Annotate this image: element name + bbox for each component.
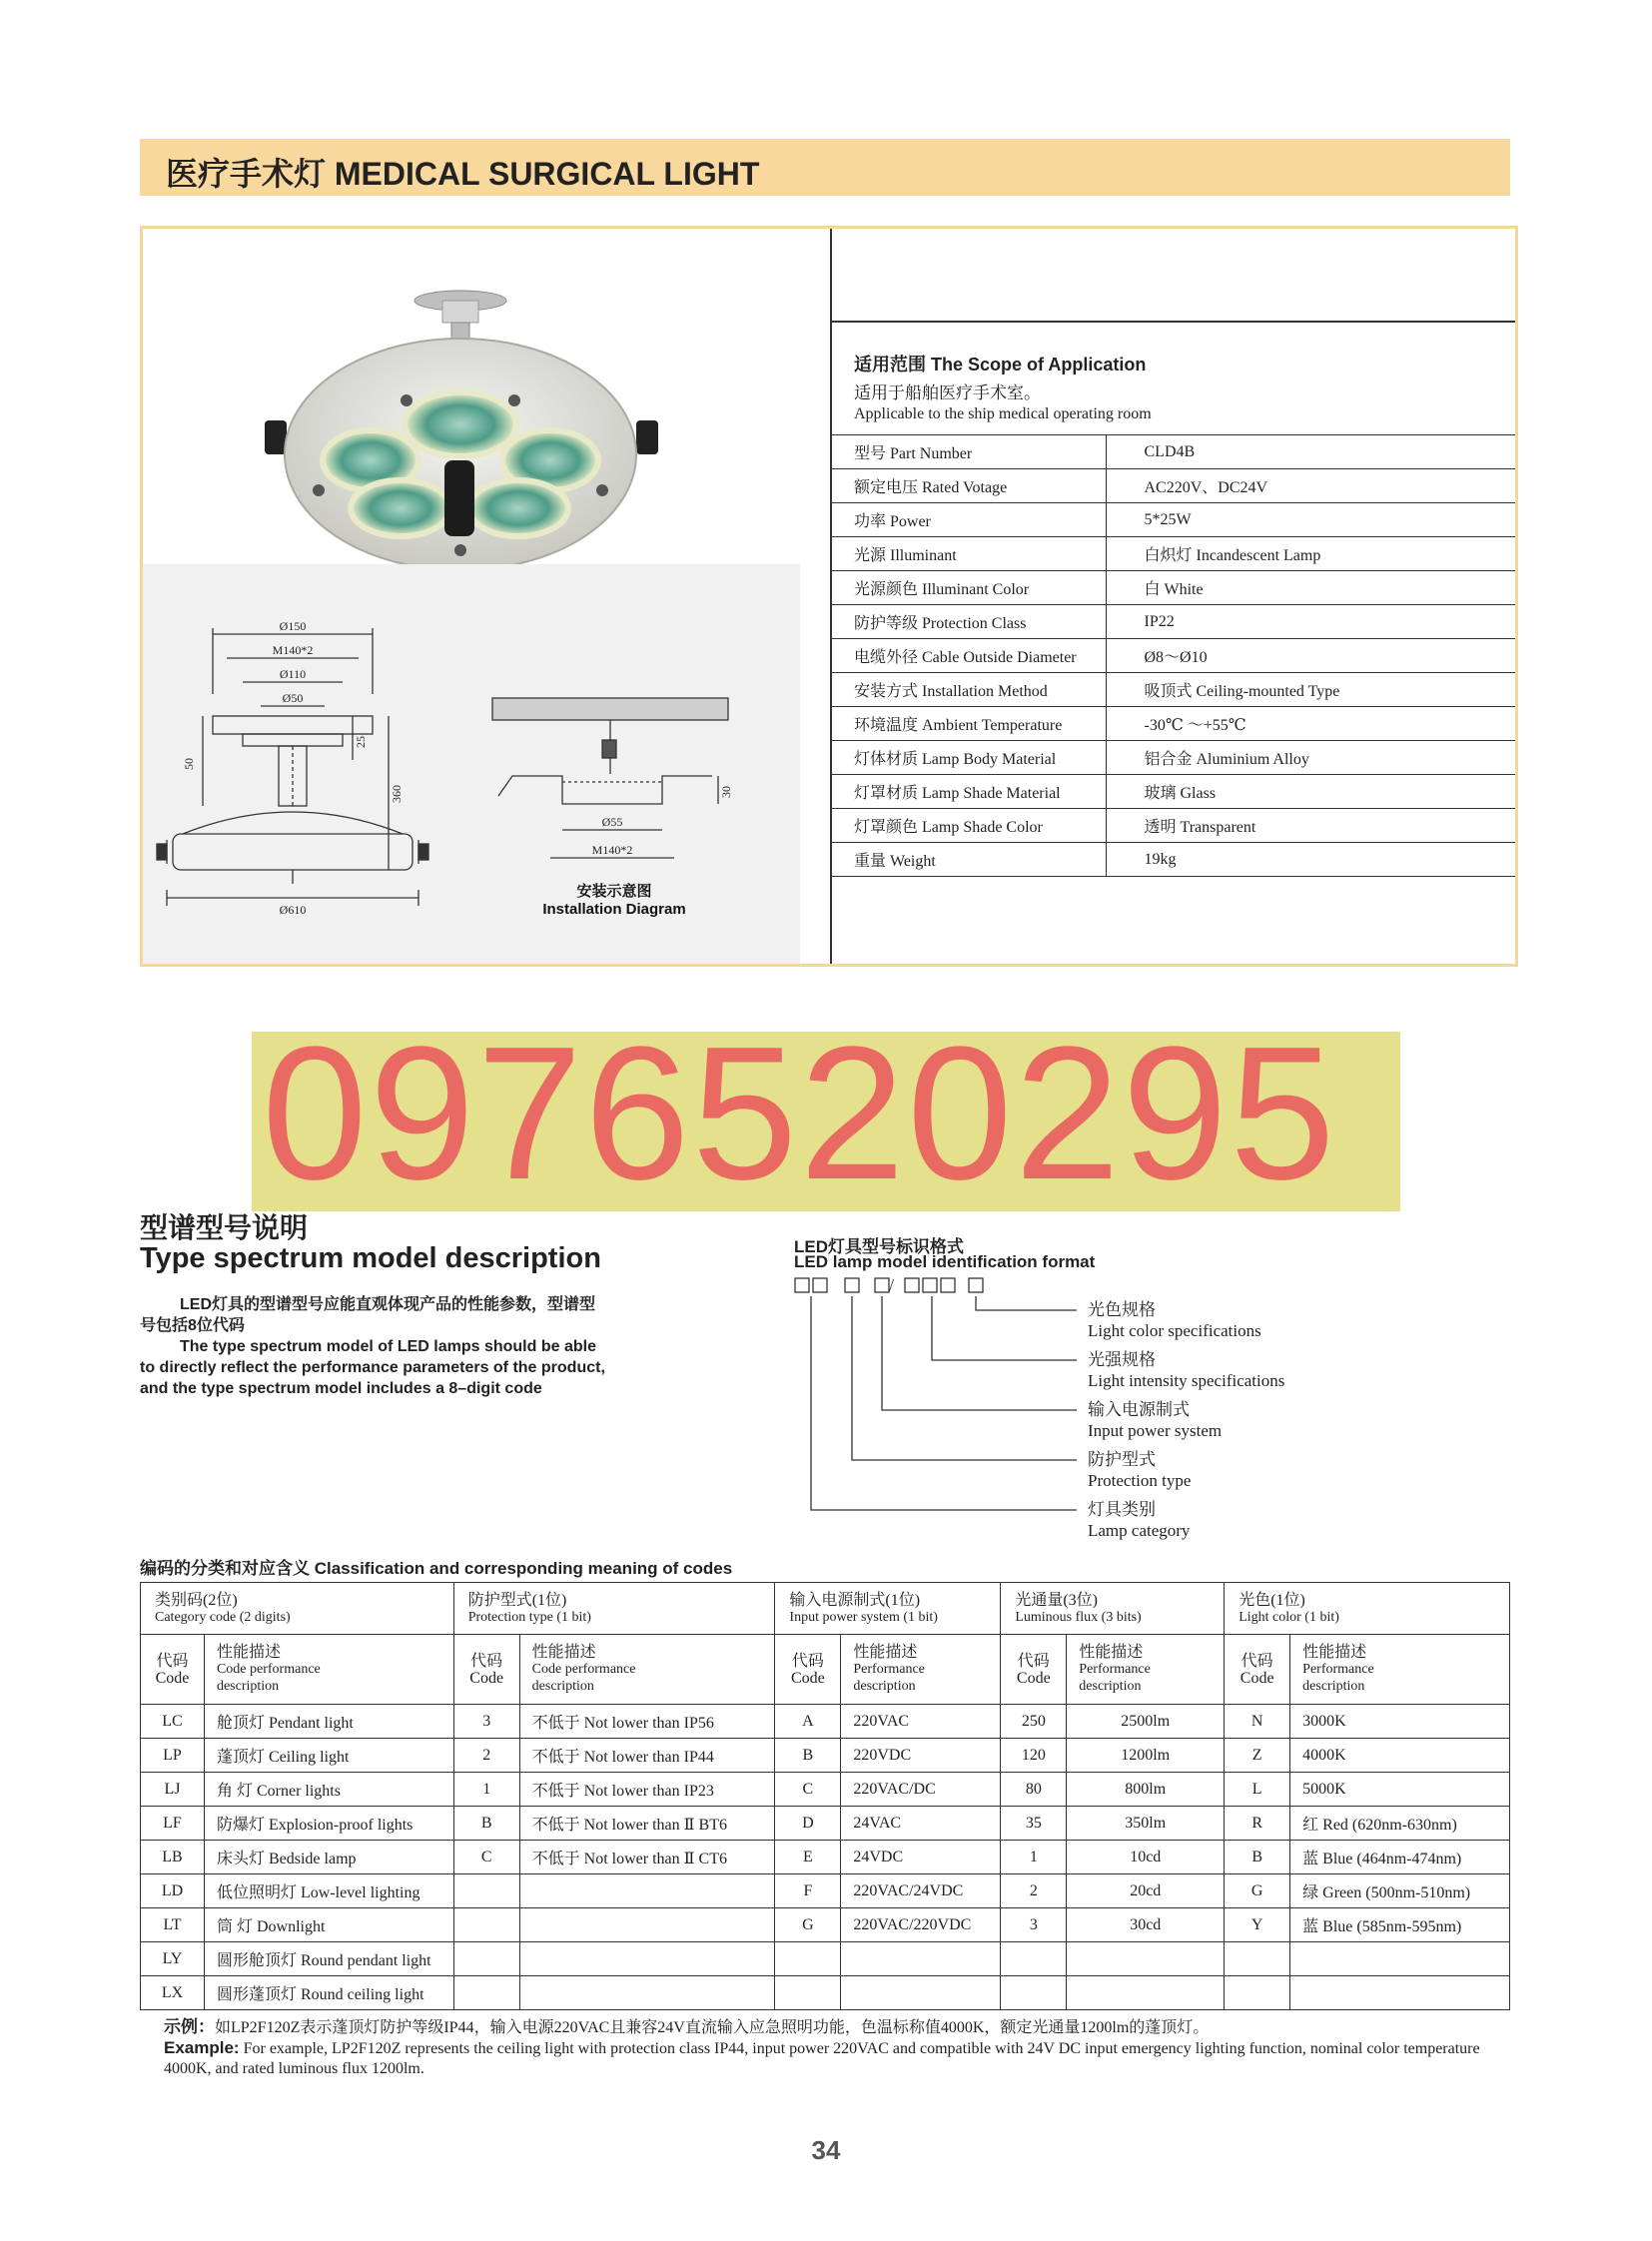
example-text-cn: 如LP2F120Z表示蓬顶灯防护等级IP44，输入电源220VAC且兼容24V直流输入应急照明功能，色温标称值4000K，额定光通量1200lm的蓬顶灯。 [215,2019,1210,2036]
category-code: LF [141,1807,205,1841]
spec-label: 型号 Part Number [832,435,1106,469]
spec-row [832,809,1515,843]
format-item-input-power: 输入电源制式 Input power system [1088,1400,1223,1440]
spec-value: 19kg [1106,843,1515,877]
category-desc: 筒 灯 Downlight [204,1908,453,1942]
color-code [1225,1976,1290,2010]
spec-value: 吸顶式 Ceiling-mounted Type [1106,673,1515,707]
table-row [141,1942,1510,1976]
sub-perf: 性能描述 Performance description [1290,1635,1510,1705]
type-spectrum-title-en: Type spectrum model description [140,1242,601,1274]
category-desc: 舱顶灯 Pendant light [204,1705,453,1739]
flux-desc: 10cd [1067,1841,1225,1874]
sub-perf: 性能描述 Performance description [841,1635,1001,1705]
color-desc: 红 Red (620nm-630nm) [1290,1807,1510,1841]
format-item-light-intensity: 光强规格 Light intensity specifications [1088,1350,1285,1390]
category-desc: 低位照明灯 Low-level lighting [204,1874,453,1908]
spec-row [832,775,1515,809]
power-code: E [775,1841,841,1874]
table-row [141,1773,1510,1807]
power-code: C [775,1773,841,1807]
sub-code: 代码 Code [1001,1635,1067,1705]
table-row [141,1874,1510,1908]
spec-label: 光源颜色 Illuminant Color [832,571,1106,605]
code-box-7 [941,1278,955,1292]
color-desc: 蓝 Blue (585nm-595nm) [1290,1908,1510,1942]
spec-row [832,605,1515,639]
classification-title: 编码的分类和对应含义 Classification and corresponding meaning of codes [140,1559,733,1578]
table-row [141,1705,1510,1739]
color-code [1225,1942,1290,1976]
format-item-lamp-category: 灯具类别 Lamp category [1088,1500,1191,1540]
protection-code [453,1908,519,1942]
spec-value: 5*25W [1106,503,1515,537]
spec-label: 重量 Weight [832,843,1106,877]
color-desc: 3000K [1290,1705,1510,1739]
category-desc: 防爆灯 Explosion-proof lights [204,1807,453,1841]
format-item-protection: 防护型式 Protection type [1088,1450,1192,1490]
spec-label: 灯罩颜色 Lamp Shade Color [832,809,1106,843]
group-header-row [141,1583,1510,1635]
example-note [164,2017,1482,2079]
spec-value: 白炽灯 Incandescent Lamp [1106,537,1515,571]
desc-cn-2: 号包括8位代码 [140,1317,245,1334]
power-desc [841,1976,1001,2010]
color-code: R [1225,1807,1290,1841]
flux-code [1001,1942,1067,1976]
sub-header-row [141,1635,1510,1705]
category-code: LC [141,1705,205,1739]
example-text-en: For example, LP2F120Z represents the ceiling light with protection class IP44, input power 220VAC and compatible with 24V DC input emergency lighting function, nominal color temperature 4000K, and rated luminous flux 1200lm. [164,2040,1480,2077]
category-code: LP [141,1739,205,1773]
sub-code: 代码 Code [1225,1635,1290,1705]
protection-code: C [453,1841,519,1874]
sub-code: 代码 Code [141,1635,205,1705]
dim-m140-right: M140*2 [591,843,633,857]
desc-en-3: and the type spectrum model includes a 8–digit code [140,1380,542,1397]
color-code: N [1225,1705,1290,1739]
format-code-diagram [789,1274,1348,1554]
sub-code: 代码 Code [453,1635,519,1705]
product-panel [140,226,1518,967]
flux-code: 80 [1001,1773,1067,1807]
protection-desc [519,1908,775,1942]
protection-desc [519,1976,775,2010]
dim-d55: Ø55 [601,815,623,829]
spec-label: 功率 Power [832,503,1106,537]
flux-desc: 20cd [1067,1874,1225,1908]
format-title-en: LED lamp model identification format [794,1252,1096,1271]
color-code: Y [1225,1908,1290,1942]
protection-desc: 不低于 Not lower than IP23 [519,1773,775,1807]
protection-code [453,1874,519,1908]
group-light-color: 光色(1位) Light color (1 bit) [1225,1583,1510,1635]
spec-value: IP22 [1106,605,1515,639]
category-desc: 蓬顶灯 Ceiling light [204,1739,453,1773]
classification-table [140,1582,1510,2010]
color-desc [1290,1942,1510,1976]
spec-row [832,639,1515,673]
protection-desc: 不低于 Not lower than Ⅱ BT6 [519,1807,775,1841]
category-desc: 床头灯 Bedside lamp [204,1841,453,1874]
spec-value: 透明 Transparent [1106,809,1515,843]
flux-code: 250 [1001,1705,1067,1739]
spec-label: 安装方式 Installation Method [832,673,1106,707]
flux-code [1001,1976,1067,2010]
format-title-cn: LED灯具型号标识格式 [794,1237,964,1256]
code-box-8 [969,1278,983,1292]
code-box-1 [795,1278,809,1292]
color-code: B [1225,1841,1290,1874]
code-box-5 [905,1278,919,1292]
category-desc: 圆形蓬顶灯 Round ceiling light [204,1976,453,2010]
type-spectrum-description [140,1294,659,1399]
code-box-2 [813,1278,827,1292]
spec-row [832,469,1515,503]
page-number: 34 [811,2135,841,2165]
protection-desc [519,1874,775,1908]
sub-perf: 性能描述 Code performance description [204,1635,453,1705]
power-code: B [775,1739,841,1773]
color-code: L [1225,1773,1290,1807]
table-row [141,1908,1510,1942]
spec-row [832,741,1515,775]
protection-desc [519,1942,775,1976]
sub-perf: 性能描述 Performance description [1067,1635,1225,1705]
color-desc: 4000K [1290,1739,1510,1773]
table-row [141,1739,1510,1773]
flux-code: 120 [1001,1739,1067,1773]
code-box-6 [923,1278,937,1292]
dim-m140-left: M140*2 [272,643,314,657]
power-desc: 220VDC [841,1739,1001,1773]
power-code: G [775,1908,841,1942]
category-code: LX [141,1976,205,2010]
format-slash: / [889,1275,895,1295]
diagram-caption-en: Installation Diagram [542,901,686,918]
desc-en-1: The type spectrum model of LED lamps should be able [180,1338,596,1355]
protection-desc: 不低于 Not lower than Ⅱ CT6 [519,1841,775,1874]
flux-code: 1 [1001,1841,1067,1874]
power-desc: 220VAC/24VDC [841,1874,1001,1908]
color-code: Z [1225,1739,1290,1773]
spec-value: Ø8～Ø10 [1106,639,1515,673]
code-box-4 [875,1278,889,1292]
flux-desc: 30cd [1067,1908,1225,1942]
spec-row [832,435,1515,469]
desc-cn-1: LED灯具的型谱型号应能直观体现产品的性能参数，型谱型 [180,1296,596,1313]
spec-row [832,707,1515,741]
color-desc: 5000K [1290,1773,1510,1807]
spec-label: 灯体材质 Lamp Body Material [832,741,1106,775]
power-code: A [775,1705,841,1739]
spec-value: -30℃ ～+55℃ [1106,707,1515,741]
power-desc: 220VAC [841,1705,1001,1739]
scope-cn: 适用于船舶医疗手术室。 [854,383,1041,402]
code-box-3 [845,1278,859,1292]
color-desc: 蓝 Blue (464nm-474nm) [1290,1841,1510,1874]
category-code: LD [141,1874,205,1908]
protection-code [453,1942,519,1976]
category-desc: 圆形舱顶灯 Round pendant light [204,1942,453,1976]
dim-d110: Ø110 [279,667,307,681]
spec-label: 额定电压 Rated Votage [832,469,1106,503]
power-code [775,1976,841,2010]
flux-code: 35 [1001,1807,1067,1841]
color-desc [1290,1976,1510,2010]
diagram-caption-cn: 安装示意图 [576,883,652,900]
protection-desc: 不低于 Not lower than IP56 [519,1705,775,1739]
sub-perf: 性能描述 Code performance description [519,1635,775,1705]
power-desc: 24VAC [841,1807,1001,1841]
table-row [141,1841,1510,1874]
power-desc: 220VAC/DC [841,1773,1001,1807]
protection-code: 3 [453,1705,519,1739]
spec-row [832,673,1515,707]
group-protection: 防护型式(1位) Protection type (1 bit) [453,1583,775,1635]
spec-label: 光源 Illuminant [832,537,1106,571]
category-code: LY [141,1942,205,1976]
spec-value: 玻璃 Glass [1106,775,1515,809]
category-code: LT [141,1908,205,1942]
spec-row [832,503,1515,537]
dim-d150: Ø150 [279,619,307,633]
installation-diagram [143,564,800,964]
flux-desc: 350lm [1067,1807,1225,1841]
dim-h50: 50 [182,758,196,770]
protection-code: 2 [453,1739,519,1773]
spec-value: 铝合金 Aluminium Alloy [1106,741,1515,775]
dim-h360: 360 [390,785,404,803]
dim-h30: 30 [719,786,733,798]
power-code: F [775,1874,841,1908]
scope-en: Applicable to the ship medical operating room [854,405,1152,422]
flux-desc: 2500lm [1067,1705,1225,1739]
protection-code [453,1976,519,2010]
flux-code: 3 [1001,1908,1067,1942]
power-desc: 220VAC/220VDC [841,1908,1001,1942]
flux-desc: 800lm [1067,1773,1225,1807]
group-category: 类别码(2位) Category code (2 digits) [141,1583,454,1635]
category-desc: 角 灯 Corner lights [204,1773,453,1807]
type-spectrum-title-cn: 型谱型号说明 [140,1212,309,1243]
flux-desc [1067,1976,1225,2010]
spec-table [832,434,1515,877]
spec-label: 环境温度 Ambient Temperature [832,707,1106,741]
power-code [775,1942,841,1976]
sub-code: 代码 Code [775,1635,841,1705]
flux-desc: 1200lm [1067,1739,1225,1773]
protection-code: 1 [453,1773,519,1807]
page-title: 医疗手术灯 MEDICAL SURGICAL LIGHT [166,156,760,192]
power-desc [841,1942,1001,1976]
color-desc: 绿 Green (500nm-510nm) [1290,1874,1510,1908]
power-desc: 24VDC [841,1841,1001,1874]
category-code: LJ [141,1773,205,1807]
protection-code: B [453,1807,519,1841]
spec-value: CLD4B [1106,435,1515,469]
protection-desc: 不低于 Not lower than IP44 [519,1739,775,1773]
section-title-bar [140,139,1510,196]
example-label-cn: 示例： [164,2017,215,2036]
panel-top-rule [832,321,1515,323]
spec-label: 电缆外径 Cable Outside Diameter [832,639,1106,673]
surgical-light-photo [143,229,830,564]
flux-code: 2 [1001,1874,1067,1908]
spec-value: 白 White [1106,571,1515,605]
table-row [141,1976,1510,2010]
power-code: D [775,1807,841,1841]
dim-d610: Ø610 [279,903,307,917]
color-code: G [1225,1874,1290,1908]
group-luminous-flux: 光通量(3位) Luminous flux (3 bits) [1001,1583,1225,1635]
flux-desc [1067,1942,1225,1976]
spec-label: 灯罩材质 Lamp Shade Material [832,775,1106,809]
example-label-en: Example: [164,2038,240,2057]
dim-h25: 25 [354,736,368,748]
scope-of-application [854,351,1513,423]
phone-watermark: 0976520295 [262,1008,1337,1219]
spec-row [832,843,1515,877]
dim-d50: Ø50 [282,691,304,705]
group-input-power: 输入电源制式(1位) Input power system (1 bit) [775,1583,1001,1635]
desc-en-2: to directly reflect the performance parameters of the product, [140,1359,605,1376]
spec-value: AC220V、DC24V [1106,469,1515,503]
format-item-light-color: 光色规格 Light color specifications [1088,1300,1261,1340]
table-row [141,1807,1510,1841]
spec-row [832,537,1515,571]
spec-label: 防护等级 Protection Class [832,605,1106,639]
category-code: LB [141,1841,205,1874]
scope-title: 适用范围 The Scope of Application [854,355,1147,374]
spec-row [832,571,1515,605]
